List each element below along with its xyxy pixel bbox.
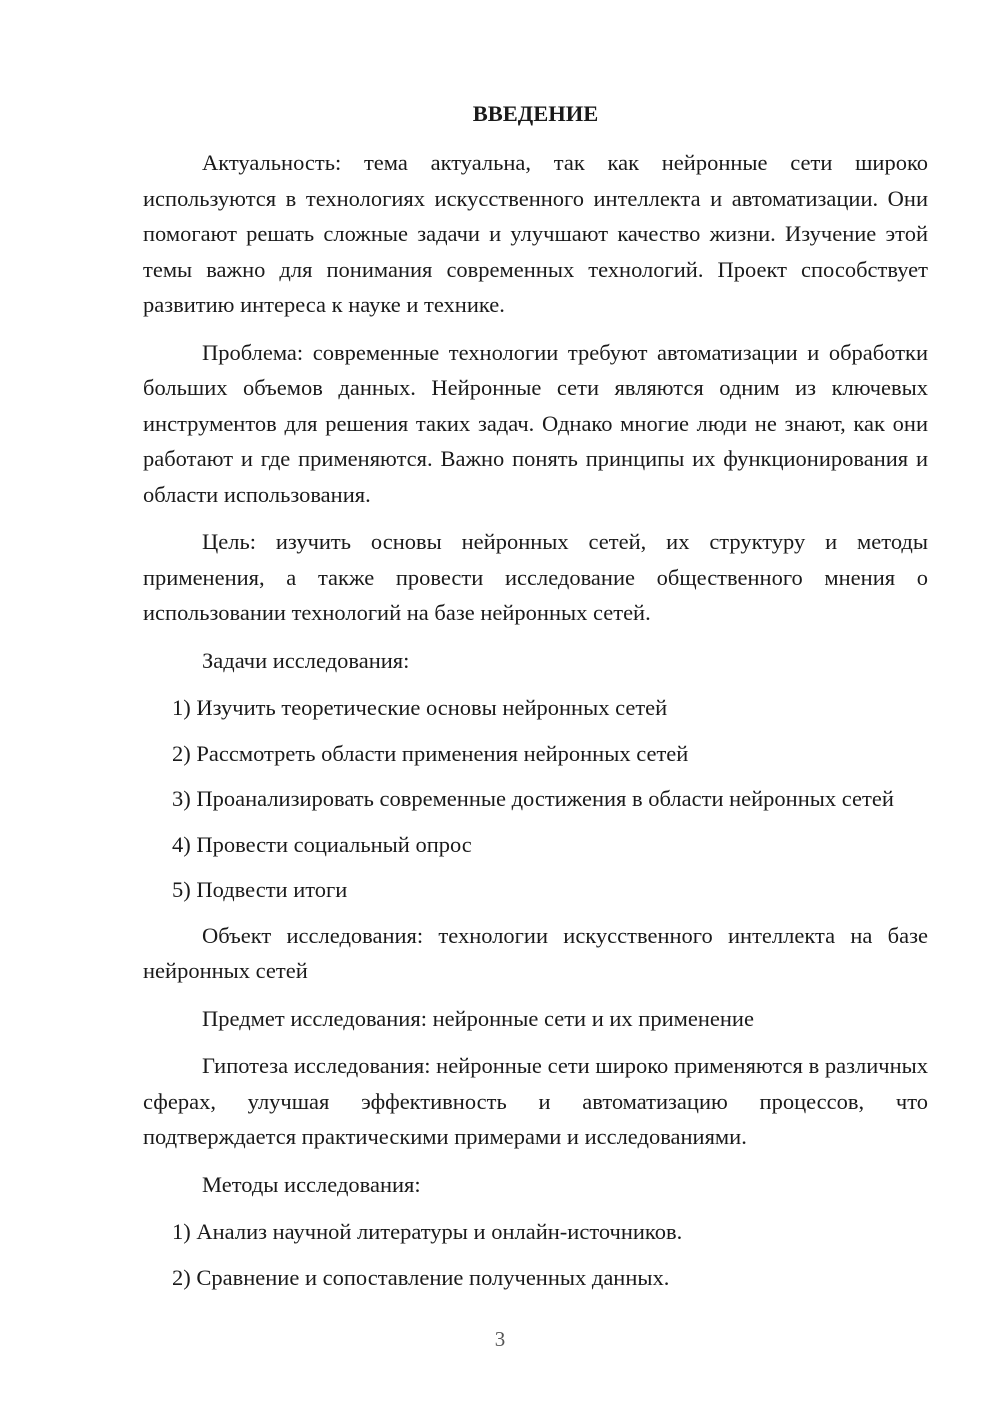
list-item: 1) Изучить теоретические основы нейронных сетей: [172, 695, 668, 720]
document-page: [143, 96, 928, 1305]
relevance-paragraph: Актуальность: тема актуальна, так как нейронные сети широко используются в технологиях искусственного интеллекта и автоматизации. Они помогают решать сложные задачи и улучшают качество жизни. Изучение этой темы важно для понимания современных технологий. Проект способствует развитию интереса к науке и технике.: [143, 150, 928, 317]
goal-paragraph: Цель: изучить основы нейронных сетей, их структуру и методы применения, а также провести исследование общественного мнения о использовании технологий на базе нейронных сетей.: [143, 529, 928, 625]
page-number: 3: [494, 1327, 506, 1351]
hypothesis-paragraph: Гипотеза исследования: нейронные сети широко применяются в различных сферах, улучшая эффективность и автоматизацию процессов, что подтверждается практическими примерами и исследованиями.: [143, 1053, 928, 1149]
list-item: 3) Проанализировать современные достижения в области нейронных сетей: [172, 786, 894, 811]
methods-list: [143, 1214, 928, 1295]
section-title: ВВЕДЕНИЕ: [472, 101, 599, 126]
list-item: 2) Рассмотреть области применения нейронных сетей: [172, 740, 689, 766]
list-item: 1) Анализ научной литературы и онлайн-источников.: [172, 1219, 683, 1244]
list-item: 5) Подвести итоги: [172, 877, 348, 902]
problem-paragraph: Проблема: современные технологии требуют автоматизации и обработки больших объемов данных. Нейронные сети являются одним из ключевых инструментов для решения таких задач. Однако многие люди не знают, как они работают и где применяются. Важно понять принципы их функционирования и области использования.: [143, 339, 928, 507]
subject-paragraph: Предмет исследования: нейронные сети и их применение: [202, 1005, 754, 1031]
object-paragraph: Объект исследования: технологии искусственного интеллекта на базе нейронных сетей: [143, 922, 928, 983]
list-item: 2) Сравнение и сопоставление полученных данных.: [172, 1264, 670, 1290]
list-item: 4) Провести социальный опрос: [172, 831, 472, 857]
methods-label: Методы исследования:: [202, 1171, 421, 1197]
tasks-list: [143, 690, 928, 908]
tasks-label: Задачи исследования:: [202, 647, 410, 673]
